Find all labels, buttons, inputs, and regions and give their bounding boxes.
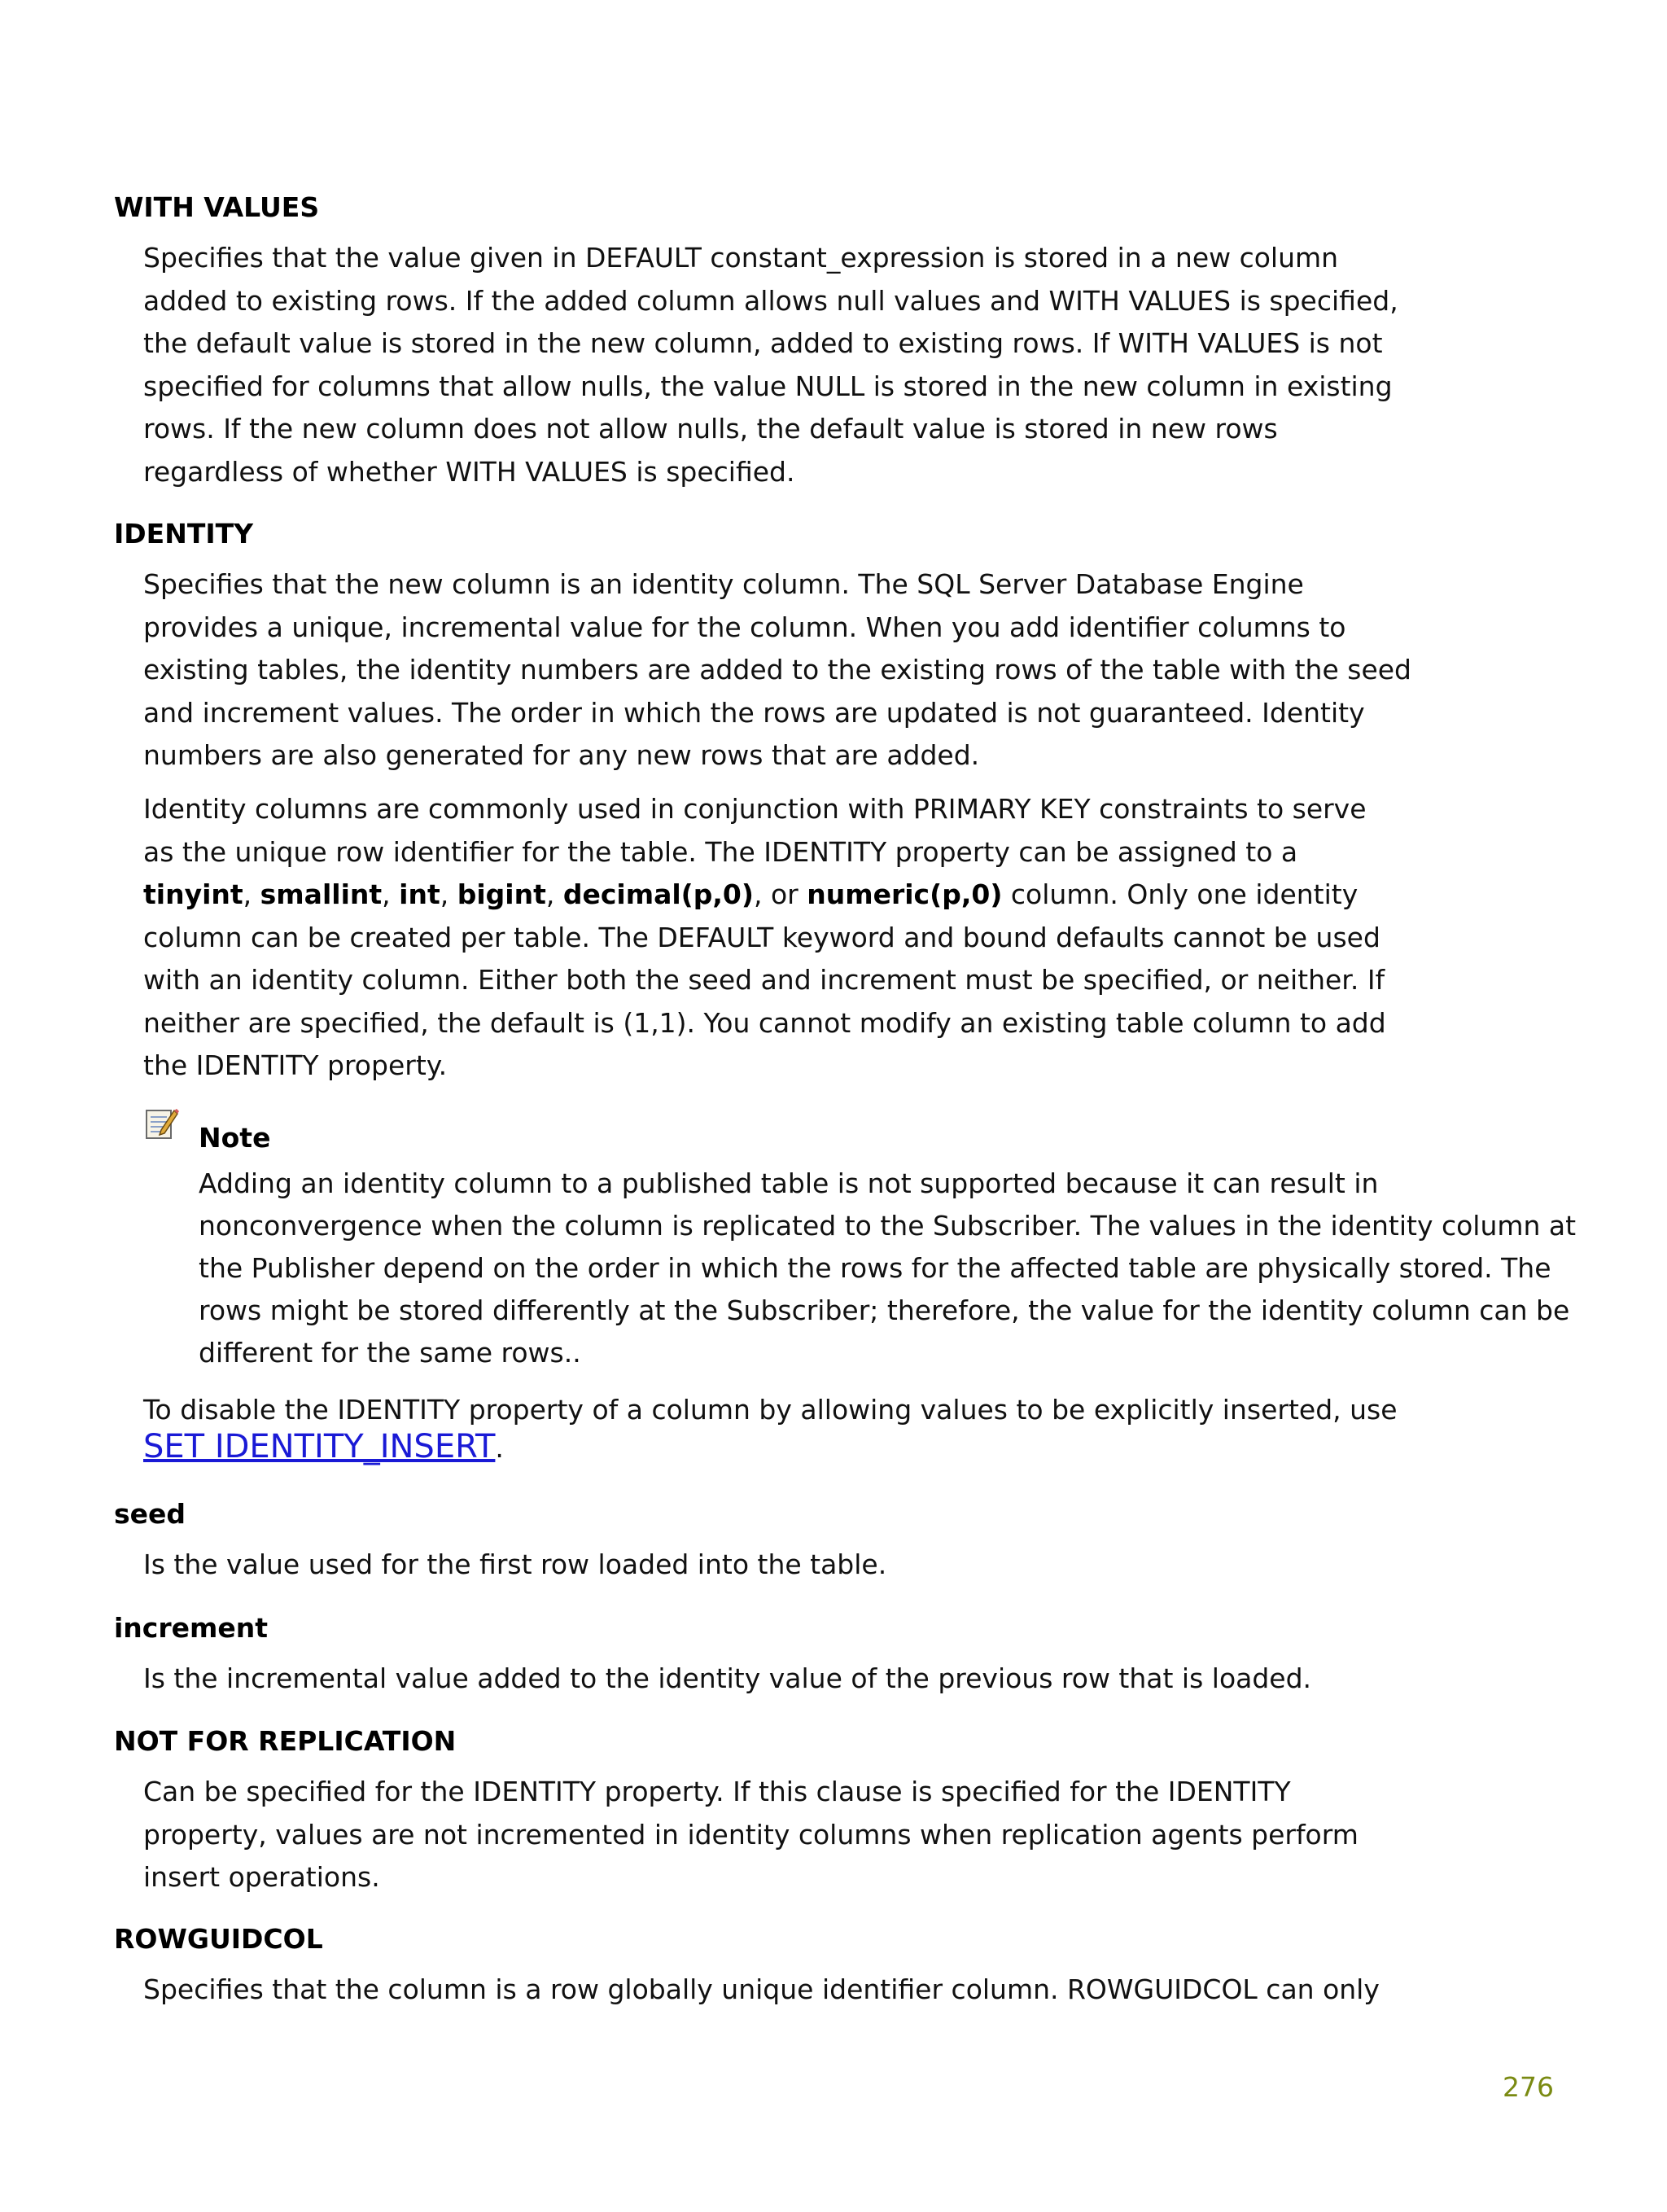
text-line: added to existing rows. If the added column allows null values and WITH VALUES is specified,: [143, 284, 1398, 317]
text-line: provides a unique, incremental value for the column. When you add identifier columns to: [143, 611, 1346, 643]
text-line: To disable the IDENTITY property of a column by allowing values to be explicitly inserted, use: [143, 1394, 1398, 1426]
text-line: Specifies that the new column is an identity column. The SQL Server Database Engine: [143, 568, 1304, 600]
type-smallint: smallint: [260, 878, 383, 910]
text-line: property, values are not incremented in identity columns when replication agents perform: [143, 1818, 1359, 1851]
term-identity: IDENTITY: [114, 518, 254, 550]
line-end: column. Only one identity: [1002, 878, 1359, 910]
text-line: Is the incremental value added to the identity value of the previous row that is loaded.: [143, 1662, 1312, 1694]
increment-description: [143, 1658, 1380, 1701]
text-line: and increment values. The order in which the rows are updated is not guaranteed. Identity: [143, 696, 1365, 729]
text-line: the default value is stored in the new column, added to existing rows. If WITH VALUES is not: [143, 327, 1383, 359]
text-line: Identity columns are commonly used in conjunction with PRIMARY KEY constraints to serve: [143, 793, 1367, 825]
term-increment: increment: [114, 1612, 269, 1644]
text-line: Is the value used for the first row loaded into the table.: [143, 1548, 887, 1580]
text-line: Specifies that the value given in DEFAULT constant_expression is stored in a new column: [143, 242, 1339, 274]
separator: ,: [545, 878, 563, 910]
term-not-for-replication: NOT FOR REPLICATION: [114, 1725, 457, 1757]
text-line: as the unique row identifier for the table. The IDENTITY property can be assigned to a: [143, 835, 1298, 868]
set-identity-insert-link[interactable]: SET IDENTITY_INSERT: [143, 1427, 496, 1465]
with-values-description: [143, 237, 1398, 493]
note-body: [199, 1163, 1577, 1374]
text-line: the IDENTITY property.: [143, 1049, 448, 1081]
text-line: existing tables, the identity numbers are added to the existing rows of the table with the seed: [143, 654, 1412, 686]
text-line: regardless of whether WITH VALUES is specified.: [143, 455, 795, 488]
seed-description: [143, 1544, 1380, 1587]
text-line: rows might be stored differently at the Subscriber; therefore, the value for the identity column can be: [199, 1294, 1570, 1326]
text-line: Specifies that the column is a row globally unique identifier column. ROWGUIDCOL can only: [143, 1973, 1380, 2005]
separator: ,: [243, 878, 260, 910]
term-with-values: WITH VALUES: [114, 191, 320, 223]
type-decimal: decimal(p,0): [562, 878, 754, 910]
identity-description: [143, 563, 1412, 777]
text-line: numbers are also generated for any new rows that are added.: [143, 739, 980, 771]
text-line: insert operations.: [143, 1861, 380, 1893]
text-line: with an identity column. Either both the seed and increment must be specified, or neither. If: [143, 964, 1385, 996]
type-tinyint: tinyint: [143, 878, 243, 910]
identity-usage-paragraph: [143, 788, 1386, 1088]
data-types-line: [143, 874, 1380, 917]
link-line: [143, 1426, 1380, 1470]
text-line: specified for columns that allow nulls, the value NULL is stored in the new column in existing: [143, 370, 1393, 402]
text-line: rows. If the new column does not allow nulls, the default value is stored in new rows: [143, 413, 1278, 445]
note-pad-icon: [143, 1106, 179, 1141]
text-line: neither are specified, the default is (1,1). You cannot modify an existing table column to add: [143, 1006, 1386, 1039]
line-end: .: [495, 1431, 504, 1464]
separator: , or: [753, 878, 807, 910]
text-line: Adding an identity column to a published table is not supported because it can result in: [199, 1167, 1379, 1199]
page-number: 276: [1503, 2071, 1554, 2103]
text-line: the Publisher depend on the order in which the rows for the affected table are physically stored. The: [199, 1252, 1551, 1284]
text-line: column can be created per table. The DEFAULT keyword and bound defaults cannot be used: [143, 921, 1380, 953]
text-line: Can be specified for the IDENTITY property. If this clause is specified for the IDENTITY: [143, 1776, 1291, 1807]
type-bigint: bigint: [457, 878, 546, 910]
disable-identity-paragraph: [143, 1389, 1398, 1470]
text-line: nonconvergence when the column is replicated to the Subscriber. The values in the identity column at: [199, 1210, 1577, 1242]
type-numeric: numeric(p,0): [807, 878, 1003, 910]
type-int: int: [399, 878, 440, 910]
separator: ,: [440, 878, 457, 910]
rowguidcol-description: [143, 1969, 1380, 2012]
term-seed: seed: [114, 1498, 186, 1530]
separator: ,: [382, 878, 400, 910]
term-rowguidcol: ROWGUIDCOL: [114, 1923, 323, 1955]
note-title: Note: [199, 1122, 271, 1154]
not-for-replication-description: [143, 1771, 1380, 1899]
text-line: different for the same rows..: [199, 1337, 581, 1369]
